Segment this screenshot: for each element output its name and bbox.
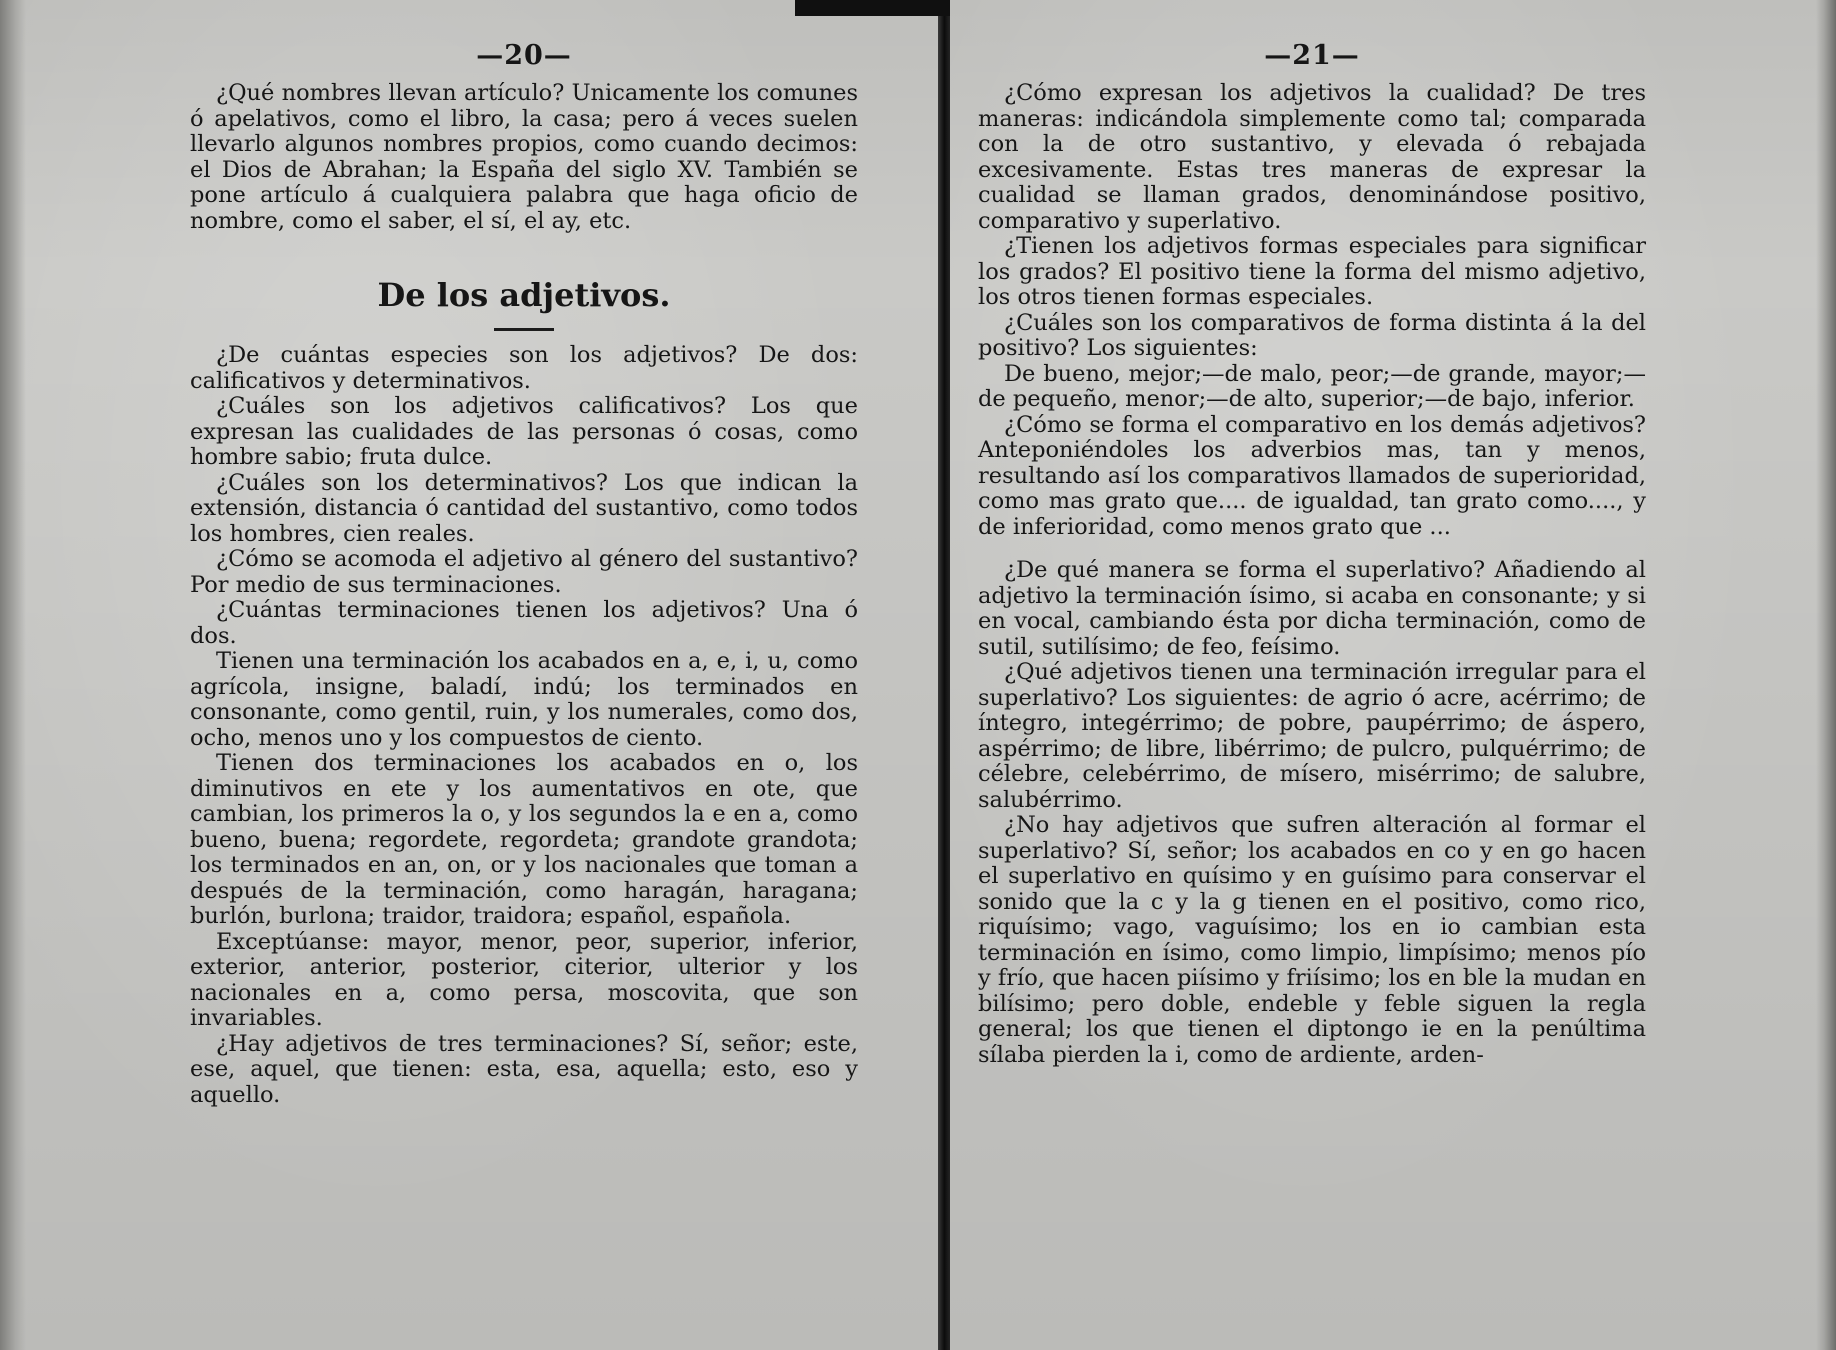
paragraph: ¿De qué manera se forma el superlativo? Añadiendo al adjetivo la terminación ísimo, si acaba en consonante; y si en vocal, cambiando ésta por dicha terminación, como de sutil, sutilísimo; de feo, feísimo. [978,557,1646,660]
paragraph: ¿Qué nombres llevan artículo? Unicamente los comunes ó apelativos, como el libro, la casa; pero á veces suelen llevarlo algunos nombres propios, como cuando decimos: el Dios de Abrahan; la España del siglo XV. También se pone artículo á cualquiera palabra que haga oficio de nombre, como el saber, el sí, el ay, etc. [190,80,858,234]
paragraph: ¿Cómo expresan los adjetivos la cualidad? De tres maneras: indicándola simplemente como tal; comparada con la de otro sustantivo, y elevada ó rebajada excesivamente. Estas tres maneras de expresar la cualidad se llaman grados, denominándose positivo, comparativo y superlativo. [978,80,1646,234]
paragraph: ¿Hay adjetivos de tres terminaciones? Sí, señor; este, ese, aquel, que tienen: esta, esa, aquella; esto, eso y aquello. [190,1030,858,1108]
paragraph: ¿Tienen los adjetivos formas especiales para significar los grados? El positivo tiene la forma del mismo adjetivo, los otros tienen formas especiales. [978,233,1646,310]
section-title: De los adjetivos. [377,276,671,314]
paragraph: ¿De cuántas especies son los adjetivos? De dos: calificativos y determinativos. [190,342,858,394]
paragraph: Tienen dos terminaciones los acabados en o, los diminutivos en ete y los aumentativos en ote, que cambian, los primeros la o, y los segundos la e en a, como bueno, buena; regordete, regordeta; grandote grandota; los terminados en an, on, or y los nacionales que toman a después de la terminación, como haragán, haragana; burlón, burlona; traidor, traidora; español, española. [190,750,858,929]
left-page-content [190,40,858,1108]
paragraph: ¿No hay adjetivos que sufren alteración al formar el superlativo? Sí, señor; los acabados en co y en go hacen el superlativo en quísimo y en guísimo para conservar el sonido que la c y la g tienen en el positivo, como rico, riquísimo; vago, vaguísimo; los en io cambian esta terminación en ísimo, como limpio, limpísimo; menos pío y frío, que hacen piísimo y friísimo; los en ble la mudan en bilísimo; pero doble, endeble y feble siguen la regla general; los que tienen el diptongo ie en la penúltima sílaba pierden la i, como de ardiente, arden- [978,812,1646,1068]
paragraph: ¿Cuántas terminaciones tienen los adjetivos? Una ó dos. [190,597,858,649]
paragraph: De bueno, mejor;—de malo, peor;—de grande, mayor;—de pequeño, menor;—de alto, superior;—de bajo, inferior. [978,360,1646,412]
paragraph: Exceptúanse: mayor, menor, peor, superior, inferior, exterior, anterior, posterior, citerior, ulterior y los nacionales en a, como persa, moscovita, que son invariables. [190,928,858,1031]
right-page [950,0,1836,1350]
right-page-content [978,40,1646,1068]
paragraph: ¿Cómo se acomoda el adjetivo al género del sustantivo? Por medio de sus terminaciones. [190,546,858,598]
paragraph: ¿Cuáles son los comparativos de forma distinta á la del positivo? Los siguientes: [978,309,1646,361]
paragraph-gap [978,540,1646,558]
paragraph: ¿Cuáles son los adjetivos calificativos? Los que expresan las cualidades de las personas ó cosas, como hombre sabio; fruta dulce. [190,393,858,470]
page-number: —20— [476,40,572,71]
paragraph: Tienen una terminación los acabados en a, e, i, u, como agrícola, insigne, baladí, indú; los terminados en consonante, como gentil, ruin, y los numerales, como dos, ocho, menos uno y los compuestos de ciento. [190,648,858,751]
page-edge-shadow [1816,0,1836,1350]
page-number: —21— [1264,40,1360,71]
paragraph: ¿Cuáles son los determinativos? Los que indican la extensión, distancia ó cantidad del sustantivo, como todos los hombres, cien reales. [190,469,858,547]
paragraph: ¿Qué adjetivos tienen una terminación irregular para el superlativo? Los siguientes: de agrio ó acre, acérrimo; de íntegro, integérrimo; de pobre, paupérrimo; de áspero, aspérrimo; de libre, libérrimo; de pulcro, pulquérrimo; de célebre, celebérrimo, de mísero, misérrimo; de salubre, salubérrimo. [978,659,1646,813]
page-edge-shadow [0,0,26,1350]
paragraph: ¿Cómo se forma el comparativo en los demás adjetivos? Anteponiéndoles los adverbios mas, tan y menos, resultando así los comparativos llamados de superioridad, como mas grato que.... de igualdad, tan grato como...., y de inferioridad, como menos grato que ... [978,411,1646,540]
title-rule [494,328,554,331]
